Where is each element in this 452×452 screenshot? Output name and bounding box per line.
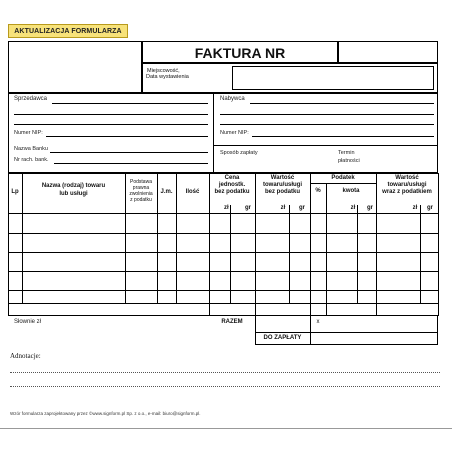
notes-label: Adnotacje: xyxy=(10,352,41,360)
col-basis-header-2: prawna xyxy=(132,185,150,191)
net-gr-label: gr xyxy=(299,205,305,211)
col-gross-header-3: wraz z podatkiem xyxy=(382,189,432,195)
col-price-header-1: Cena xyxy=(224,175,240,181)
tax-gr-label: gr xyxy=(367,205,373,211)
seller-label: Sprzedawca xyxy=(14,96,48,102)
col-lp-header: Lp xyxy=(11,189,19,195)
col-jm-header: J.m. xyxy=(160,189,173,195)
col-gross-header-1: Wartość xyxy=(395,175,419,181)
payment-term-label-1: Termin xyxy=(338,150,355,156)
col-basis-header-1: Podstawa xyxy=(130,179,152,185)
amount-due-value[interactable] xyxy=(311,333,437,344)
invoice-title: FAKTURA NR xyxy=(194,45,286,61)
col-tax-header: Podatek xyxy=(331,175,355,181)
buyer-label: Nabywca xyxy=(220,96,245,102)
col-gross-header-2: towaru/usługi xyxy=(387,182,427,188)
col-net-header-2: towaru/usługi xyxy=(263,182,302,188)
payment-method-label: Sposób zapłaty xyxy=(220,150,258,156)
col-net-header-3: bez podatku xyxy=(264,189,300,195)
buyer-nip-label: Numer NIP: xyxy=(220,130,249,136)
sum-label: RAZEM xyxy=(221,319,243,325)
amount-due-label: DO ZAPŁATY xyxy=(263,335,302,341)
bank-account-label: Nr rach. bank. xyxy=(14,157,49,163)
col-price-header-2: jednostk. xyxy=(218,182,246,188)
price-zl-label: zł xyxy=(224,205,229,211)
seller-nip-label: Numer NIP: xyxy=(14,130,43,136)
gross-gr-label: gr xyxy=(427,205,433,211)
payment-term-label-2: płatności xyxy=(338,158,360,164)
net-zl-label: zł xyxy=(280,205,286,211)
issue-date-label: Data wystawienia xyxy=(146,74,189,80)
update-form-button[interactable]: AKTUALIZACJA FORMULARZA xyxy=(8,24,128,38)
col-tax-amount-header: kwota xyxy=(342,188,360,194)
tax-zl-label: zł xyxy=(350,205,356,211)
footer-credit: Wzór formularza zaprojektowany przez ©www.signform.pl Sp. z o.o., e-mail: biuro@signform.pl. xyxy=(10,411,201,416)
col-basis-header-4: z podatku xyxy=(130,197,152,203)
price-gr-label: gr xyxy=(245,205,251,211)
gross-zl-label: zł xyxy=(412,205,418,211)
col-name-header-2: lub usługi xyxy=(59,191,88,197)
col-qty-header: Ilość xyxy=(185,189,200,195)
col-price-header-3: bez podatku xyxy=(214,189,250,195)
place-label: Miejscowość, xyxy=(147,68,180,74)
col-basis-header-3: zwolnienia xyxy=(129,191,153,197)
col-name-header-1: Nazwa (rodzaj) towaru xyxy=(41,183,106,189)
sum-tax-x-mark: x xyxy=(316,319,320,325)
col-tax-pct-header: % xyxy=(315,188,321,194)
amount-in-words-label: Słownie zł xyxy=(14,319,42,325)
bank-name-label: Nazwa Banku xyxy=(14,146,48,152)
col-net-header-1: Wartość xyxy=(270,175,295,181)
